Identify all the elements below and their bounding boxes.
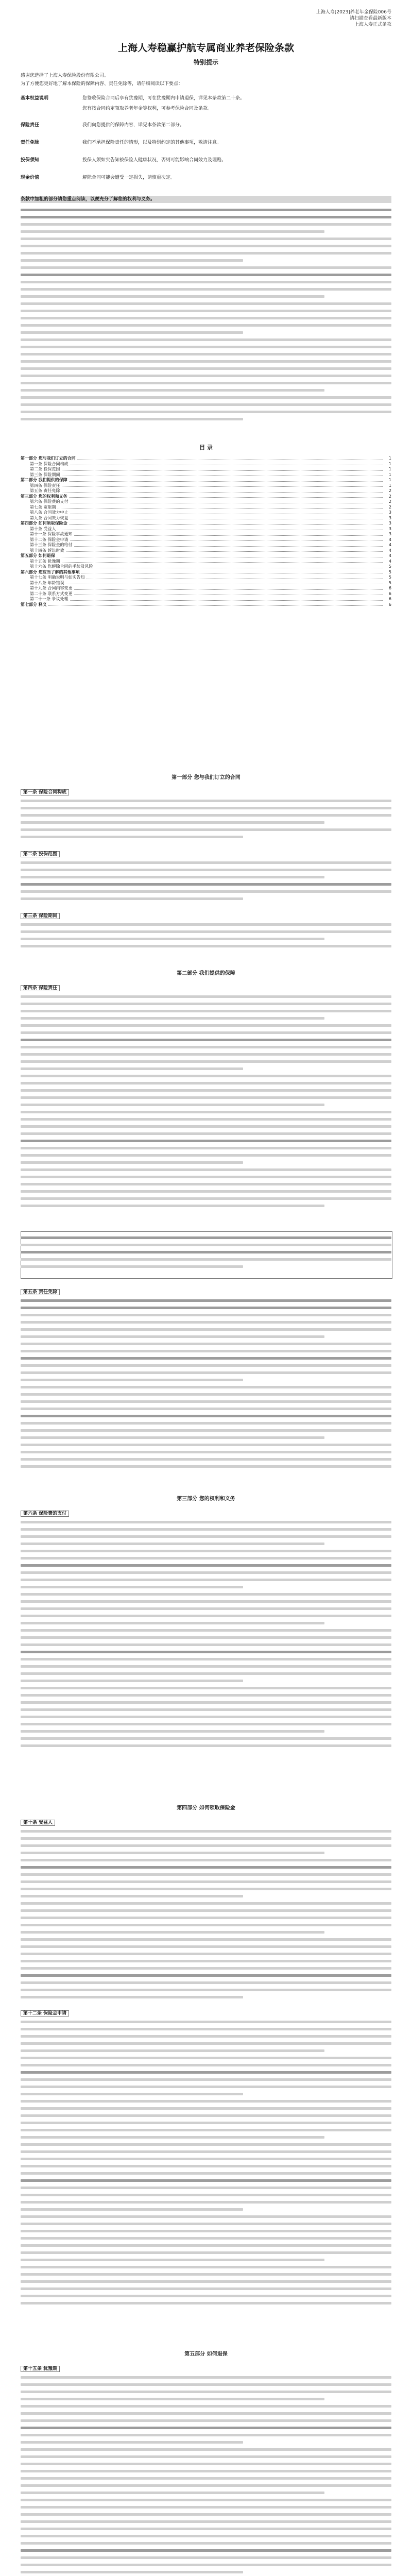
toc-entry-title: 第四部分 如何领取保险金 (21, 521, 67, 526)
toc-page-number: 5 (388, 569, 391, 574)
toc-entry[interactable] (21, 467, 391, 472)
toc-page-number: 1 (388, 478, 391, 482)
toc-page-number: 4 (388, 558, 391, 564)
toc-leader-dots (87, 575, 383, 579)
toc-page-number: 1 (388, 461, 391, 466)
toc-page-number: 4 (388, 537, 391, 542)
toc-entry-title: 第十条 受益人 (30, 526, 56, 531)
toc-leader-dots (70, 510, 383, 514)
toc-entry[interactable] (21, 575, 391, 581)
toc-entry-title: 第二十条 联系方式变更 (30, 591, 73, 596)
toc-page-number: 5 (388, 575, 391, 580)
toc-entry[interactable] (21, 559, 391, 565)
toc-page-number: 2 (388, 488, 391, 493)
toc-entry[interactable] (21, 510, 391, 516)
toc-entry-title: 第六部分 您应当了解的其他事项 (21, 569, 80, 574)
toc-page-number: 4 (388, 548, 391, 553)
toc-entry[interactable] (21, 597, 391, 602)
toc-entry-title: 第二条 投保范围 (30, 467, 60, 471)
toc-entry-title: 第一条 保险合同构成 (30, 461, 68, 466)
toc-entry[interactable] (21, 472, 391, 478)
toc-page-number: 3 (388, 515, 391, 520)
toc-entry[interactable] (21, 564, 391, 570)
toc-entry[interactable] (21, 532, 391, 537)
toc-entry-title: 第十八条 年龄错误 (30, 580, 64, 585)
article-heading: 第十五条 犹豫期 (21, 2365, 391, 2371)
toc-page-number: 6 (388, 597, 391, 601)
toc-entry-title: 第十四条 诉讼时效 (30, 548, 64, 553)
term-key: 责任免除 (21, 140, 40, 145)
toc-entry-title: 第八条 合同效力中止 (30, 510, 68, 515)
toc-entry-title: 第九条 合同效力恢复 (30, 515, 68, 520)
special-notice-heading: 特别提示 (193, 59, 218, 66)
toc-page-number: 1 (388, 483, 391, 488)
toc-leader-dots (74, 586, 383, 590)
toc-page-number: 6 (388, 586, 391, 590)
intro-line: 为了方便您更好地了解本保险的保障内容、责任免除等，请仔细阅读以下要点： (21, 81, 183, 87)
toc-entry[interactable] (21, 505, 391, 511)
bold-notice: 条款中加粗的部分请您重点阅读，以便充分了解您的权利与义务。 (21, 196, 391, 203)
toc-entry[interactable] (21, 586, 391, 591)
article-body (21, 1299, 391, 1472)
table-of-contents (21, 456, 391, 607)
toc-page-number: 3 (388, 521, 391, 526)
toc-page-number: 6 (388, 602, 391, 607)
toc-entry-title: 第十六条 您解除合同的手续及风险 (30, 564, 93, 569)
article-heading: 第六条 保险费的支付 (21, 1510, 391, 1516)
toc-entry[interactable] (21, 462, 391, 467)
term-key: 投保须知 (21, 158, 40, 163)
header-block (316, 9, 391, 28)
toc-leader-dots (66, 581, 383, 585)
intro-paragraph-lines (21, 209, 391, 425)
toc-heading: 目 录 (199, 444, 213, 451)
toc-entry-title: 第十三条 保险金的给付 (30, 543, 73, 547)
toc-page-number: 6 (388, 591, 391, 596)
toc-leader-dots (62, 488, 383, 493)
toc-entry[interactable] (21, 570, 391, 575)
toc-leader-dots (74, 543, 383, 547)
toc-leader-dots (70, 462, 383, 466)
section-heading: 第四部分 如何领取保险金 (177, 1805, 235, 1811)
header-line: 上海人寿正式条款 (354, 22, 391, 27)
toc-entry-title: 第二十一条 争议处理 (30, 597, 68, 601)
toc-entry-title: 第二部分 我们提供的保障 (21, 478, 67, 482)
toc-entry-title: 第四条 保险责任 (30, 483, 60, 488)
article-heading: 第十条 受益人 (21, 1819, 391, 1825)
toc-leader-dots (77, 456, 383, 460)
toc-entry[interactable] (21, 499, 391, 505)
article-body (21, 2376, 391, 2576)
article-body (21, 923, 391, 952)
toc-entry-title: 第十一条 保险事故通知 (30, 532, 73, 536)
toc-entry[interactable] (21, 527, 391, 532)
toc-page-number: 4 (388, 543, 391, 547)
toc-leader-dots (70, 537, 383, 541)
toc-leader-dots (74, 591, 383, 596)
article-body (21, 861, 391, 905)
term-value: 您签收保险合同后享有犹豫期，可在犹豫期内申请退保，详见本条款第二十条。 (82, 96, 245, 101)
toc-page-number: 5 (388, 564, 391, 569)
toc-entry[interactable] (21, 543, 391, 548)
toc-entry[interactable] (21, 521, 391, 527)
toc-entry[interactable] (21, 516, 391, 521)
term-value: 解除合同可能会遭受一定损失，请慎重决定。 (82, 175, 176, 180)
toc-page-number: 1 (388, 467, 391, 471)
toc-entry-title: 第十七条 明确说明与如实告知 (30, 575, 85, 580)
toc-entry[interactable] (21, 602, 391, 608)
toc-leader-dots (58, 505, 383, 509)
toc-entry-title: 第五条 责任免除 (30, 488, 60, 493)
term-value: 我们向您提供的保障内容，详见本条款第二部分。 (82, 123, 185, 128)
term-value: 您有按合同约定领取养老年金等权利，可参考保险合同及条款。 (82, 106, 213, 111)
term-key: 现金价值 (21, 175, 40, 180)
toc-page-number: 3 (388, 532, 391, 536)
term-key: 基本权益说明 (21, 96, 49, 101)
section-heading: 第五部分 如何退保 (184, 2351, 228, 2357)
toc-page-number: 4 (388, 553, 391, 558)
toc-page-number: 3 (388, 526, 391, 531)
toc-page-number: 1 (388, 456, 391, 461)
toc-entry[interactable] (21, 537, 391, 543)
toc-entry[interactable] (21, 591, 391, 597)
section-heading: 第二部分 我们提供的保障 (177, 971, 235, 976)
article-heading: 第十二条 保险金申请 (21, 2009, 391, 2016)
toc-leader-dots (57, 553, 383, 557)
toc-entry-title: 第六条 保险费的支付 (30, 499, 68, 504)
toc-entry-title: 第五部分 如何退保 (21, 553, 55, 558)
toc-entry-title: 第十二条 保险金申请 (30, 537, 68, 542)
toc-page-number: 2 (388, 504, 391, 510)
document-title: 上海人寿稳赢护航专属商业养老保险条款 (117, 42, 294, 54)
toc-page-number: 2 (388, 494, 391, 499)
toc-entry[interactable] (21, 581, 391, 586)
article-heading: 第一条 保险合同构成 (21, 788, 391, 795)
toc-leader-dots (70, 516, 383, 520)
toc-page-number: 2 (388, 499, 391, 504)
term-value: 投保人须如实告知被保险人健康状况，否则可能影响合同效力及理赔。 (82, 158, 227, 163)
toc-leader-dots (70, 597, 383, 601)
toc-leader-dots (62, 472, 383, 477)
toc-leader-dots (69, 521, 383, 525)
intro-line: 感谢您选择了上海人寿保险股份有限公司。 (21, 73, 109, 78)
toc-entry-title: 第七条 宽限期 (30, 504, 56, 510)
section-heading: 第一部分 您与我们订立的合同 (171, 775, 241, 781)
toc-leader-dots (69, 478, 383, 482)
toc-leader-dots (66, 548, 383, 552)
toc-entry-title: 第七部分 释义 (21, 602, 47, 607)
toc-leader-dots (74, 532, 383, 536)
toc-entry-title: 第十五条 犹豫期 (30, 558, 60, 564)
article-body (21, 995, 391, 1212)
toc-leader-dots (48, 602, 383, 606)
toc-leader-dots (58, 527, 383, 531)
toc-entry[interactable] (21, 488, 391, 494)
toc-entry-title: 第三条 保险期间 (30, 472, 60, 477)
toc-leader-dots (69, 494, 383, 498)
toc-leader-dots (62, 483, 383, 487)
article-body (21, 1830, 391, 2003)
article-body (21, 1521, 391, 1752)
toc-leader-dots (81, 570, 383, 574)
toc-entry-title: 第三部分 您的权利和义务 (21, 494, 67, 499)
header-line: 请扫描查看最新版本 (349, 16, 391, 21)
toc-entry[interactable] (21, 483, 391, 489)
toc-entry[interactable] (21, 478, 391, 483)
toc-leader-dots (62, 559, 383, 563)
toc-page-number: 5 (388, 580, 391, 585)
toc-entry[interactable] (21, 553, 391, 559)
header-line: 上海人寿[2023]养老年金保险006号 (316, 10, 391, 15)
highlight-box-lines (21, 1236, 391, 1273)
article-body (21, 2021, 391, 2309)
article-heading: 第四条 保险责任 (21, 984, 391, 991)
term-key: 保险责任 (21, 123, 40, 128)
section-heading: 第三部分 您的权利和义务 (177, 1496, 235, 1502)
toc-leader-dots (62, 467, 383, 471)
toc-entry[interactable] (21, 494, 391, 500)
article-heading: 第三条 保险期间 (21, 912, 391, 919)
toc-page-number: 3 (388, 510, 391, 515)
toc-entry-title: 第一部分 您与我们订立的合同 (21, 456, 76, 461)
article-heading: 第二条 投保范围 (21, 850, 391, 857)
term-value: 我们不承担保险责任的情形，以及特别约定的其他事项，敬请注意。 (82, 140, 222, 145)
article-body (21, 800, 391, 843)
toc-leader-dots (70, 499, 383, 503)
article-heading: 第五条 责任免除 (21, 1288, 391, 1295)
toc-entry-title: 第十九条 合同内容变更 (30, 586, 73, 590)
toc-entry[interactable] (21, 456, 391, 462)
toc-page-number: 1 (388, 472, 391, 477)
toc-entry[interactable] (21, 548, 391, 554)
toc-leader-dots (95, 564, 383, 568)
